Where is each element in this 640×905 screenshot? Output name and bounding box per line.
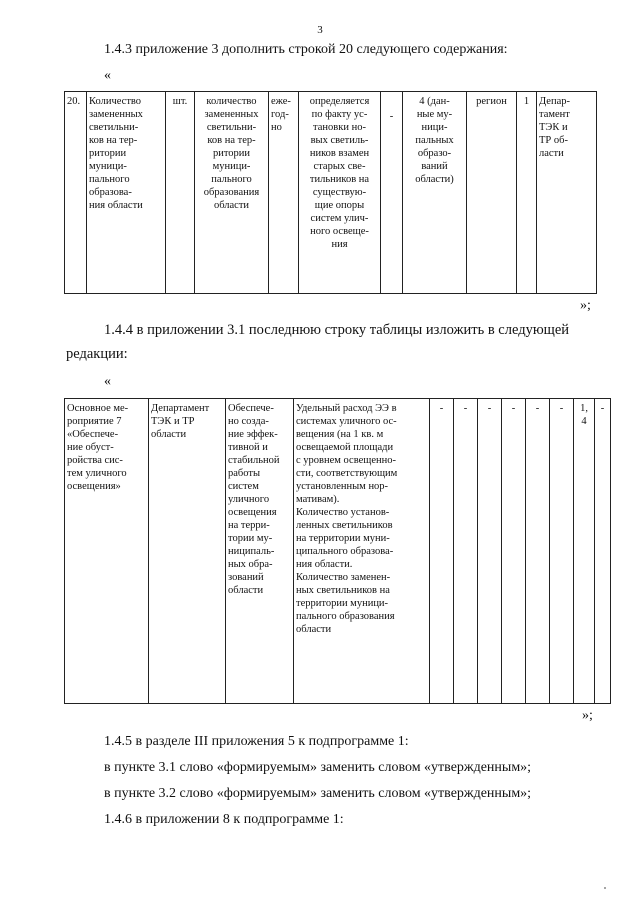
paragraph-1-4-3: 1.4.3 приложение 3 дополнить строкой 20 следующего содержания: — [104, 42, 508, 57]
t1-unit: шт. — [166, 92, 195, 294]
t2-dash-3: - — [478, 399, 502, 704]
t1-definition: количество замененных светильни- ков на тер- ритории муници- пального образования области — [195, 92, 269, 294]
t1-source: 4 (дан- ные му- ници- пальных образо- ваний области) — [403, 92, 467, 294]
t2-dash-4: - — [502, 399, 526, 704]
paragraph-1-4-5-b: в пункте 3.2 слово «формируемым» заменить словом «утвержденным»; — [104, 786, 532, 801]
open-quote-2: « — [104, 374, 111, 389]
t1-one: 1 — [517, 92, 537, 294]
paragraph-1-4-5-a: в пункте 3.1 слово «формируемым» заменить словом «утвержденным»; — [104, 760, 532, 775]
page-number: 3 — [317, 24, 323, 36]
open-quote-1: « — [104, 68, 111, 83]
paragraph-1-4-6: 1.4.6 в приложении 8 к подпрограмме 1: — [104, 812, 344, 827]
paragraph-1-4-4-line2: редакции: — [66, 346, 128, 362]
t2-dash-6: - — [550, 399, 574, 704]
paragraph-1-4-5: 1.4.5 в разделе III приложения 5 к подпрограмме 1: — [104, 734, 409, 749]
t2-goal: Обеспече- но созда- ние эффек- тивной и стабильной работы систем уличного освещения на терри- тории му- ниципаль- ных обра- зований области — [226, 399, 294, 704]
table-2 — [64, 398, 611, 704]
t2-dash-2: - — [454, 399, 478, 704]
close-quote-1: »; — [580, 298, 591, 313]
t1-level: регион — [467, 92, 517, 294]
t1-department: Депар- тамент ТЭК и ТР об- ласти — [537, 92, 597, 294]
close-quote-2: »; — [582, 708, 593, 723]
t1-periodicity: еже- год- но — [269, 92, 299, 294]
t2-measure: Основное ме- роприятие 7 «Обеспече- ние обуст- ройства сис- тем уличного освещения» — [65, 399, 149, 704]
t1-dash: - — [381, 92, 403, 294]
t1-method: определяется по факту ус- тановки но- вых светиль- ников взамен старых све- тильников на существую- щие опоры систем улич- ного освеще- ния — [299, 92, 381, 294]
paragraph-1-4-4-line1: 1.4.4 в приложении 3.1 последнюю строку таблицы изложить в следующей — [104, 322, 570, 338]
table-1 — [64, 91, 597, 294]
t2-department: Департамент ТЭК и ТР области — [149, 399, 226, 704]
t2-indicators: Удельный расход ЭЭ в системах уличного ос- вещения (на 1 кв. м освещаемой площади с уровнем освещенно- сти, соответствующим установленным нор- мативам). Количество установ- ленных светильников на территории муни- ципального образова- ния области. Количество заменен- ных светильников на территории муници- пального образования области — [294, 399, 430, 704]
t1-row-number: 20. — [65, 92, 87, 294]
t2-dash-1: - — [430, 399, 454, 704]
scan-speck — [604, 887, 606, 889]
t2-last-value: 1, 4 — [574, 399, 595, 704]
t2-dash-7: - — [595, 399, 611, 704]
t1-indicator-name: Количество замененных светильни- ков на тер- ритории муници- пального образова- ния области — [87, 92, 166, 294]
t2-dash-5: - — [526, 399, 550, 704]
